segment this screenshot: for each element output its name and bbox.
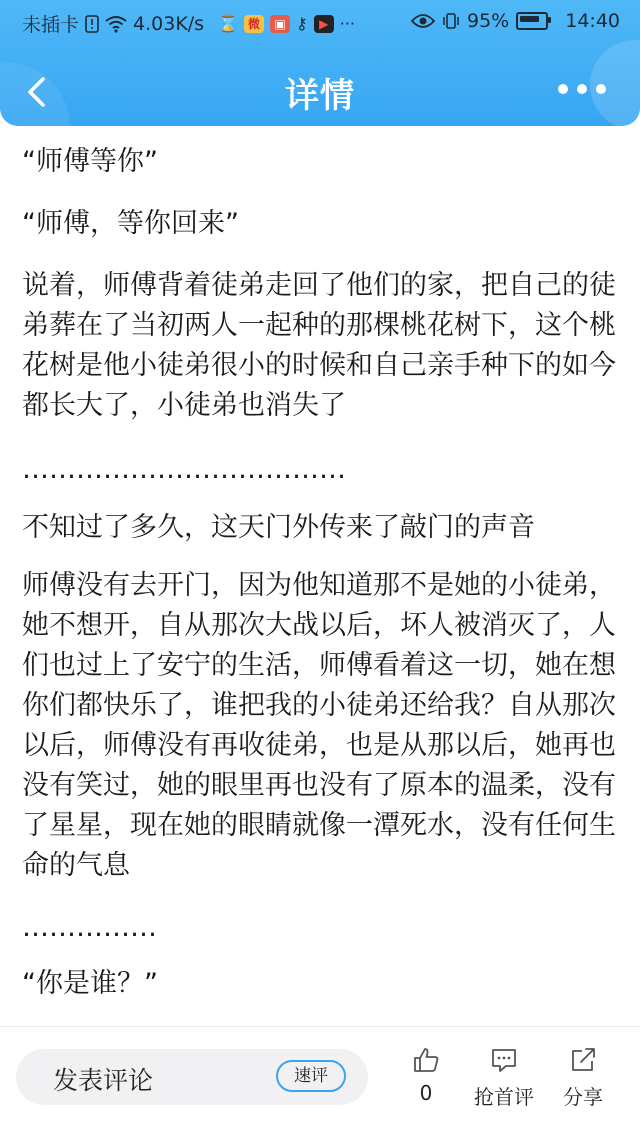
title-bar [0,56,640,126]
hourglass-icon: ⌛ [218,13,239,33]
quick-comment-button[interactable]: 速评 [276,1060,346,1092]
comment-icon [490,1046,518,1074]
more-dots-icon [558,84,568,94]
article-paragraph: “师傅等你” [22,146,158,177]
more-options-button[interactable] [558,84,606,94]
first-comment-label: 抢首评 [474,1085,534,1109]
article-paragraph: 不知过了多久，这天门外传来了敲门的声音 [22,512,535,543]
like-button[interactable] [386,1045,466,1105]
eye-icon [411,13,435,29]
thumbs-up-icon [412,1046,440,1074]
page-title: 详情 [285,76,355,116]
share-button[interactable] [543,1045,623,1110]
comment-input[interactable] [16,1049,368,1105]
status-left [22,10,355,37]
carrier-text: 未插卡 [22,14,80,36]
article-divider: ……………………………… [22,454,346,485]
like-count: 0 [419,1081,433,1105]
share-icon [569,1046,597,1074]
more-icon: ··· [339,13,355,33]
network-speed: 4.03K/s [133,12,205,35]
sim-alert-icon [85,15,99,33]
article-paragraph: “你是谁？” [22,968,158,999]
article-body [22,130,618,1025]
vibrate-icon [442,12,460,30]
first-comment-button[interactable] [464,1045,544,1110]
article-paragraph: 说着，师傅背着徒弟走回了他们的家，把自己的徒弟葬在了当初两人一起种的那棵桃花树下，这个桃花树是他小徒弟很小的时候和自己亲手种下的如今都长大了，小徒弟也消失了 [22,270,616,421]
app-header [0,0,640,126]
wifi-icon [105,15,127,33]
status-bar [0,0,640,44]
article-paragraph: 师傅没有去开门，因为他知道那不是她的小徒弟，她不想开，自从那次大战以后，坏人被消灭了，人们也过上了安宁的生活，师傅看着这一切，她在想你们都快乐了，谁把我的小徒弟还给我？自从那次以后，师傅没有再收徒弟，也是从那以后，她再也没有笑过，她的眼里再也没有了原本的温柔，没有了星星，现在她的眼睛就像一潭死水，没有任何生命的气息 [22,570,616,881]
battery-percent: 95% [467,10,510,32]
article-divider: …………… [22,912,157,943]
comment-bar [0,1026,640,1139]
status-right [411,10,620,32]
comment-placeholder: 发表评论 [53,1066,154,1095]
article-paragraph: “师傅，等你回来” [22,208,239,239]
battery-icon [516,12,548,30]
app-icon: ▣ [270,15,290,33]
app-icon: ▶ [314,15,334,33]
clock-time: 14:40 [565,10,620,32]
share-label: 分享 [563,1085,603,1109]
key-icon: ⚷ [296,13,308,33]
weibo-icon: 微 [244,15,264,33]
